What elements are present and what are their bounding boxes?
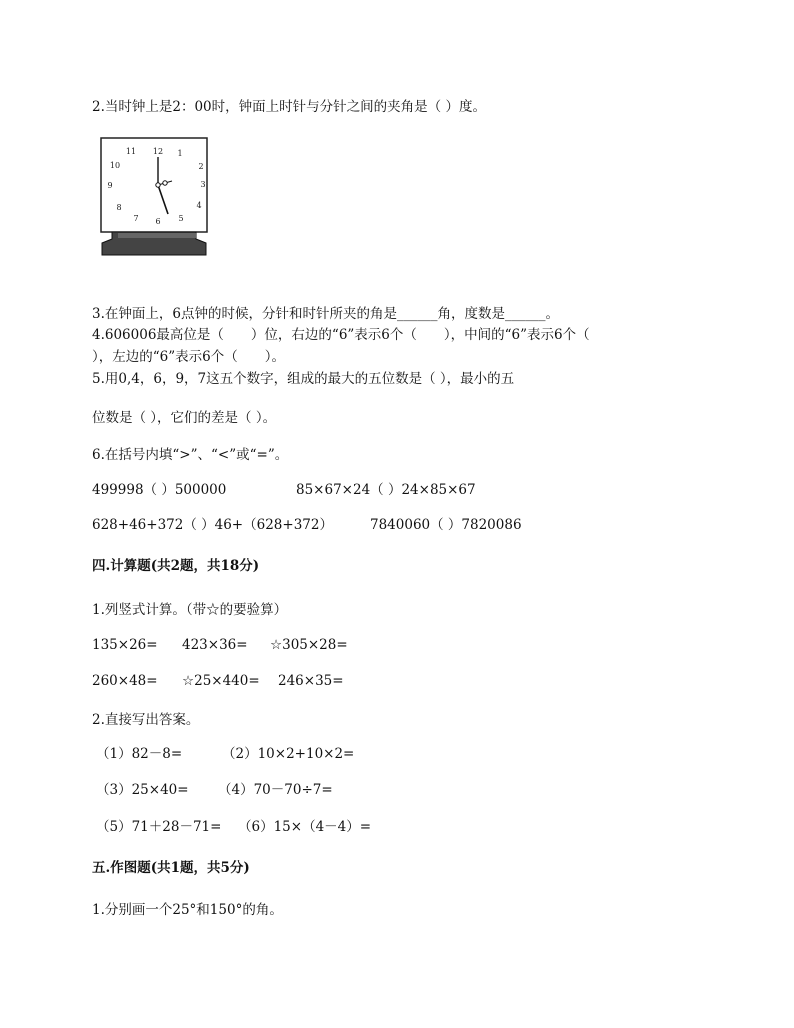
clock-number-6: 6 [155, 217, 161, 226]
clock-number-8: 8 [116, 203, 122, 212]
clock-svg [100, 137, 212, 259]
calc-1-title: 1.列竖式计算。（带☆的要验算） [92, 602, 288, 618]
section-4-heading: 四.计算题(共2题，共18分) [92, 558, 260, 574]
calc-2-item: （4）70－70÷7= [218, 782, 333, 798]
clock-number-9: 9 [107, 181, 113, 190]
compare-item-a: 499998（ ）500000 [92, 482, 227, 498]
calc-2-item: （1）82－8= [96, 746, 183, 762]
clock-number-4: 4 [196, 201, 202, 210]
clock-number-10: 10 [109, 161, 121, 170]
question-5-line-2: 位数是（ ），它们的差是（ ）。 [92, 410, 277, 426]
calc-1-item: 135×26= [92, 637, 158, 653]
question-5-line-1: 5.用0,4，6，9，7这五个数字，组成的最大的五位数是（ ），最小的五 [92, 371, 515, 387]
question-4-line-1: 4.606006最高位是（ ）位，右边的“6”表示6个（ ），中间的“6”表示6个（ [92, 327, 590, 343]
calc-1-item: 246×35= [278, 673, 344, 689]
clock-figure [100, 137, 212, 259]
clock-number-2: 2 [198, 162, 204, 171]
clock-number-12: 12 [152, 147, 164, 156]
question-4-line-2: ），左边的“6”表示6个（ ）。 [92, 349, 285, 365]
compare-item-d: 7840060（ ）7820086 [370, 517, 522, 533]
clock-number-5: 5 [178, 214, 184, 223]
question-2: 2.当时钟上是2：00时，钟面上时针与分针之间的夹角是（ ）度。 [92, 99, 486, 115]
calc-2-title: 2.直接写出答案。 [92, 712, 200, 728]
compare-item-c: 628+46+372（ ）46+（628+372） [92, 517, 333, 533]
question-3: 3.在钟面上，6点钟的时候，分针和时针所夹的角是______角，度数是______。 [92, 306, 559, 322]
clock-number-11: 11 [125, 147, 137, 156]
calc-2-item: （5）71＋28－71= [96, 819, 222, 835]
calc-2-item: （2）10×2+10×2= [222, 746, 355, 762]
clock-number-1: 1 [177, 149, 183, 158]
calc-2-item: （3）25×40= [96, 782, 189, 798]
calc-1-item: 260×48= [92, 673, 158, 689]
calc-1-item: ☆25×440= [182, 673, 260, 689]
calc-1-item: ☆305×28= [270, 637, 348, 653]
calc-1-item: 423×36= [182, 637, 248, 653]
draw-question-1: 1.分别画一个25°和150°的角。 [92, 902, 283, 918]
calc-2-item: （6）15×（4－4）= [238, 819, 372, 835]
clock-number-7: 7 [133, 214, 139, 223]
compare-item-b: 85×67×24（ ）24×85×67 [296, 482, 476, 498]
clock-number-3: 3 [200, 180, 206, 189]
section-5-heading: 五.作图题(共1题，共5分) [92, 860, 250, 876]
question-6: 6.在括号内填“>”、“<”或“=”。 [92, 447, 289, 463]
